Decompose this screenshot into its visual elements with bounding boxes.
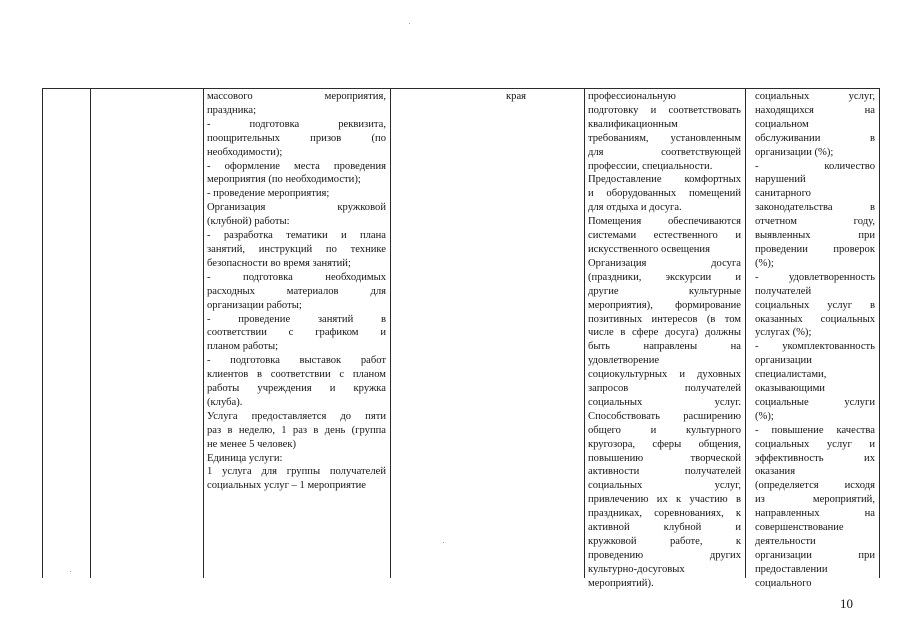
text-line: законодательства в — [755, 202, 875, 214]
text-line: (клуба). — [207, 396, 243, 408]
text-line: требованиям, установленным — [588, 132, 741, 144]
text-line: профессиональную — [588, 91, 676, 102]
text-line: социокультурных и духовных — [588, 369, 741, 381]
service-description-cell — [207, 90, 386, 493]
text-line: социальных услуг. — [588, 396, 741, 408]
text-line: предоставлении — [755, 563, 828, 575]
text-line: организации (%); — [755, 146, 834, 158]
column-border-6 — [745, 88, 746, 578]
text-line: - удовлетворенность — [755, 271, 875, 283]
text-line: проведении проверок — [755, 243, 875, 255]
text-line: социальные услуги — [755, 396, 875, 408]
text-line: отчетном году, — [755, 216, 875, 228]
text-line: другие культурные — [588, 285, 741, 297]
services-table — [42, 88, 880, 589]
text-line: организации работы; — [207, 299, 302, 311]
text-line: - повышение качества — [755, 424, 875, 436]
text-line: - количество — [755, 160, 875, 172]
text-line: не менее 5 человек) — [207, 438, 297, 450]
text-line: социальных услуг, — [588, 480, 741, 492]
text-line: находящихся на — [755, 104, 875, 116]
text-line: оказывающими — [755, 383, 825, 395]
scan-speck — [409, 23, 410, 24]
text-line: позитивных интересов (в том — [588, 313, 741, 325]
text-line: - проведение мероприятия; — [207, 188, 330, 200]
text-line: выявленных при — [755, 230, 875, 242]
text-line: (праздники, экскурсии и — [588, 271, 741, 283]
text-line: и оборудованных помещений — [588, 188, 741, 200]
column-border-7 — [879, 88, 880, 578]
quality-requirements-cell — [588, 90, 741, 591]
text-line: занятий, инструкций по технике — [207, 243, 386, 255]
text-line: для отдыха и досуга. — [588, 202, 682, 214]
column-border-4 — [390, 88, 391, 578]
text-line: привлечению их к участию в — [588, 494, 741, 506]
quality-indicators-cell — [755, 90, 875, 591]
text-line: услугах (%); — [755, 327, 812, 339]
column-border-1 — [42, 88, 43, 578]
text-line: соответствии с графиком и — [207, 327, 386, 339]
text-line: - разработка тематики и плана — [207, 230, 386, 242]
column-border-3 — [203, 88, 204, 578]
region-cell — [506, 90, 580, 104]
text-line: - подготовка выставок работ — [207, 355, 386, 367]
text-line: санитарного — [755, 188, 811, 200]
text-line: - подготовка необходимых — [207, 271, 386, 283]
scan-speck — [70, 571, 71, 572]
text-line: активности получателей — [588, 466, 741, 478]
text-line: социальных услуг, — [755, 91, 875, 102]
text-line: организации при — [755, 549, 875, 561]
text-line: нарушений — [755, 174, 806, 186]
text-line: обслуживании в — [755, 132, 875, 144]
column-border-5 — [584, 88, 585, 578]
text-line: направленных на — [755, 508, 875, 520]
text-line: Организация досуга — [588, 257, 741, 269]
text-line: Организация кружковой — [207, 202, 386, 214]
text-line: социальных услуг и — [755, 438, 875, 450]
text-line: для соответствующей — [588, 146, 741, 158]
text-line: - укомплектованность — [755, 341, 875, 353]
text-line: - оформление места проведения — [207, 160, 386, 172]
text-line: Единица услуги: — [207, 452, 283, 464]
text-line: квалификационным — [588, 118, 678, 130]
text-line: (определяется исходя — [755, 480, 875, 492]
text-line: Способствовать расширению — [588, 410, 741, 422]
text-line: Помещения обеспечиваются — [588, 216, 741, 228]
text-line: организации — [755, 355, 812, 367]
text-line: профессии, специальности. — [588, 160, 713, 172]
text-line: системами естественного и — [588, 230, 741, 242]
text-line: активной клубной и — [588, 522, 741, 534]
text-line: (%); — [755, 410, 774, 422]
text-line: работы учреждения и кружка — [207, 383, 386, 395]
text-line: (клубной) работы: — [207, 216, 290, 228]
text-line: удовлетворение — [588, 355, 660, 367]
text-line: планом работы; — [207, 341, 279, 353]
text-line: Предоставление комфортных — [588, 174, 741, 186]
text-line: социальном — [755, 118, 809, 130]
text-line: искусственного освещения — [588, 243, 710, 255]
text-line: подготовку и соответствовать — [588, 104, 741, 116]
text-line: совершенствование — [755, 522, 844, 534]
text-line: безопасности во время занятий; — [207, 257, 351, 269]
text-line: расходных материалов для — [207, 285, 386, 297]
text-line: общего и культурного — [588, 424, 741, 436]
text-line: проведению других — [588, 549, 741, 561]
text-line: специалистами, — [755, 369, 827, 381]
text-line: (%); — [755, 257, 774, 269]
text-line: мероприятий). — [588, 577, 654, 589]
text-line: кружковой работе, к — [588, 536, 741, 547]
text-line: числе в сфере досуга) должны — [588, 327, 741, 339]
text-line: оказанных социальных — [755, 313, 875, 325]
text-line: кругозора, сферы общения, — [588, 438, 741, 450]
text-line: поощрительных призов (по — [207, 132, 386, 144]
column-border-2 — [90, 88, 91, 578]
text-line: необходимости); — [207, 146, 283, 158]
text-line: праздниках, соревнованиях, к — [588, 508, 741, 520]
text-line: 1 услуга для группы получателей — [207, 466, 386, 478]
text-line: социального — [755, 577, 812, 589]
text-line: массового мероприятия, — [207, 91, 386, 102]
text-line: мероприятия), формирование — [588, 299, 741, 311]
text-line: социальных услуг – 1 мероприятие — [207, 480, 366, 492]
text-line: повышению творческой — [588, 452, 741, 464]
text-line: клиентов в соответствии с планом — [207, 369, 386, 381]
text-line: раз в неделю, 1 раз в день (группа — [207, 424, 386, 436]
text-line: культурно-досуговых — [588, 563, 685, 575]
text-line: Услуга предоставляется до пяти — [207, 410, 386, 422]
text-line: быть направлены на — [588, 341, 741, 353]
text-line: получателей — [755, 285, 812, 297]
page-number: 10 — [840, 596, 853, 611]
text-line: социальных услуг в — [755, 299, 875, 311]
text-line: эффективность их — [755, 452, 875, 464]
text-line: запросов получателей — [588, 383, 741, 395]
scan-speck — [443, 542, 444, 543]
text-line: края — [506, 91, 527, 102]
text-line: праздника; — [207, 104, 257, 116]
table-top-border — [42, 88, 880, 89]
text-line: мероприятия (по необходимости); — [207, 174, 361, 186]
text-line: деятельности — [755, 536, 816, 547]
text-line: из мероприятий, — [755, 494, 875, 506]
text-line: - подготовка реквизита, — [207, 118, 386, 130]
text-line: оказания — [755, 466, 796, 478]
text-line: - проведение занятий в — [207, 313, 386, 325]
